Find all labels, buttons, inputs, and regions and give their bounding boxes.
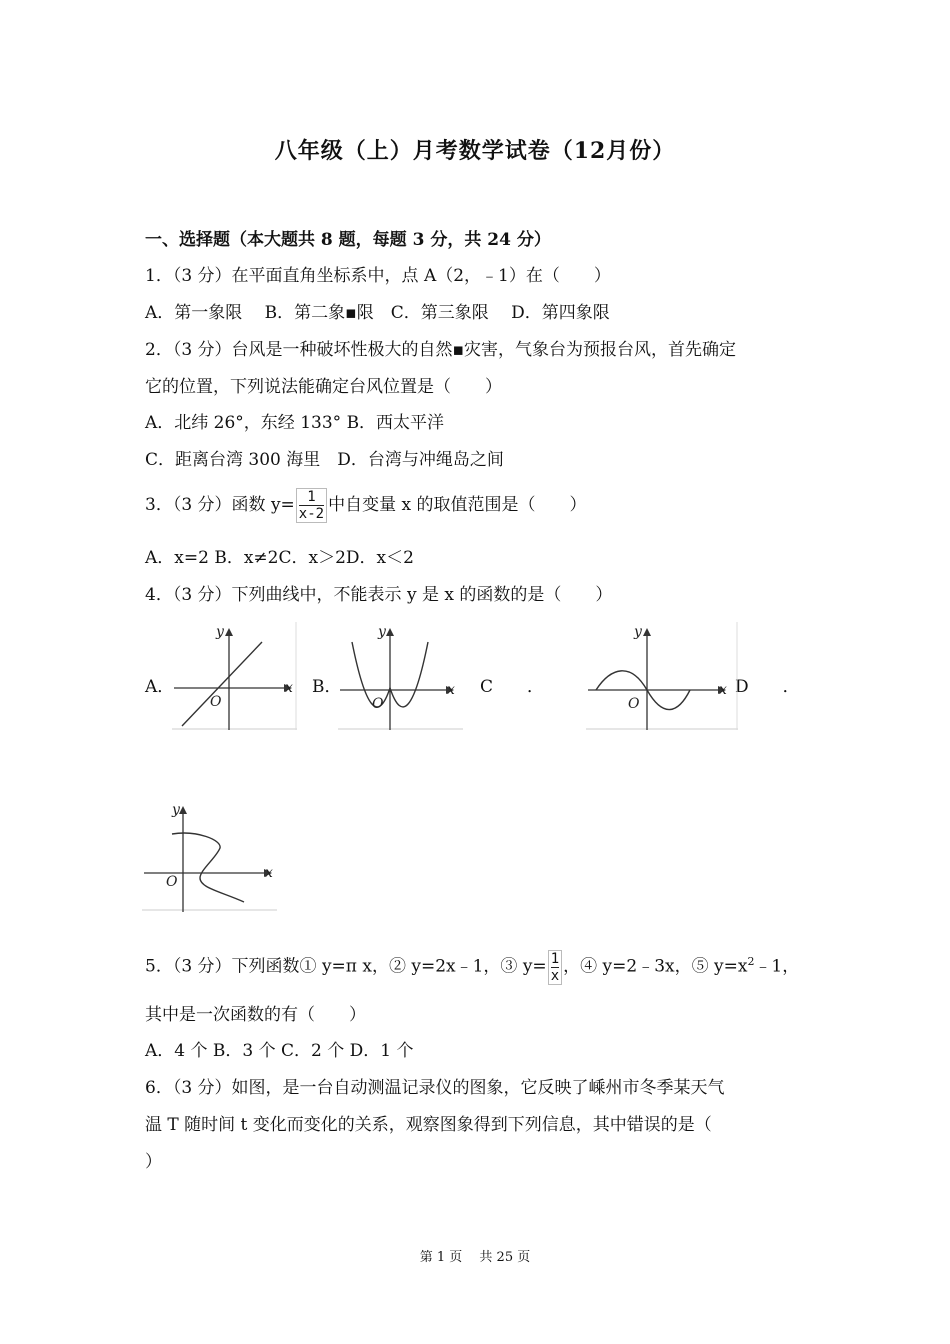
q4-graph-c	[586, 622, 738, 730]
q4-graph-a	[172, 622, 297, 730]
q3-fraction	[296, 488, 327, 523]
q5-options: A．4 个 B．3 个 C．2 个 D．1 个	[145, 1041, 414, 1061]
q4-label-b: B．	[312, 677, 342, 697]
page-footer: 第 1 页 共 25 页	[419, 1250, 531, 1265]
q2-options-line2: C．距离台湾 300 海里 D．台湾与冲绳岛之间	[145, 450, 504, 470]
q4-graph-b-y-label: y	[378, 624, 386, 640]
q1-stem: 1．（3 分）在平面直角坐标系中，点 A（2，﹣1）在（ ）	[145, 266, 611, 286]
q4-label-d: D ．	[735, 677, 800, 697]
section-heading: 一、选择题（本大题共 8 题，每题 3 分，共 24 分）	[145, 230, 551, 250]
q2-stem-line2: 它的位置，下列说法能确定台风位置是（ ）	[145, 377, 502, 397]
q3-fraction-numerator: 1	[299, 489, 324, 506]
q4-graph-a-origin: O	[210, 694, 222, 710]
q4-graph-c-x-label: x	[719, 682, 727, 698]
q5-suffix: ，④ y=2﹣3x，⑤ y=x	[563, 956, 748, 977]
q5-stem	[145, 942, 799, 987]
q5-stem-line2: 其中是一次函数的有（ ）	[145, 1005, 366, 1025]
q4-graph-b	[338, 622, 463, 730]
q1-options: A．第一象限 B．第二象▪限 C．第三象限 D．第四象限	[145, 303, 610, 323]
q5-superscript: 2	[747, 955, 755, 968]
q5-fraction-denominator: x	[550, 967, 560, 984]
q3-prefix: 3．（3 分）函数 y=	[145, 495, 295, 515]
q3-suffix: 中自变量 x 的取值范围是（ ）	[328, 495, 587, 515]
q6-stem-line2: 温 T 随时间 t 变化而变化的关系，观察图象得到下列信息，其中错误的是（	[145, 1115, 712, 1135]
q5-suffix2: ﹣1，	[754, 956, 800, 977]
q4-graph-b-x-label: x	[447, 682, 455, 698]
q3-options: A．x=2 B．x≠2C．x＞2D．x＜2	[145, 548, 414, 568]
q4-label-a: A．	[145, 677, 175, 697]
q4-graph-b-origin: O	[372, 696, 384, 712]
q2-options-line1: A．北纬 26°，东经 133° B．西太平洋	[145, 413, 445, 433]
q5-fraction	[548, 950, 562, 985]
q3-fraction-denominator: x-2	[298, 506, 325, 522]
q4-graph-c-y-label: y	[634, 624, 642, 640]
q4-graph-d-origin: O	[166, 874, 178, 890]
q5-prefix: 5．（3 分）下列函数① y=π x，② y=2x﹣1，③ y=	[145, 956, 547, 977]
q4-graph-d-y-label: y	[172, 802, 180, 818]
q4-graph-a-y-label: y	[216, 624, 224, 640]
q5-fraction-numerator: 1	[550, 950, 560, 967]
q6-stem-line3: ）	[145, 1152, 162, 1172]
q4-label-c: C ．	[480, 677, 545, 697]
q4-graph-d	[142, 800, 277, 912]
q3-stem	[145, 485, 587, 525]
q4-stem: 4．（3 分）下列曲线中，不能表示 y 是 x 的函数的是（ ）	[145, 585, 613, 605]
q4-graph-d-x-label: x	[265, 865, 273, 881]
q6-stem-line1: 6．（3 分）如图，是一台自动测温记录仪的图象，它反映了嵊州市冬季某天气	[145, 1078, 725, 1098]
q4-graph-c-origin: O	[628, 696, 640, 712]
q4-graph-a-x-label: x	[285, 680, 293, 696]
q2-stem-line1: 2．（3 分）台风是一种破坏性极大的自然▪灾害，气象台为预报台风，首先确定	[145, 340, 737, 360]
page-title: 八年级（上）月考数学试卷（12月份）	[274, 138, 676, 164]
